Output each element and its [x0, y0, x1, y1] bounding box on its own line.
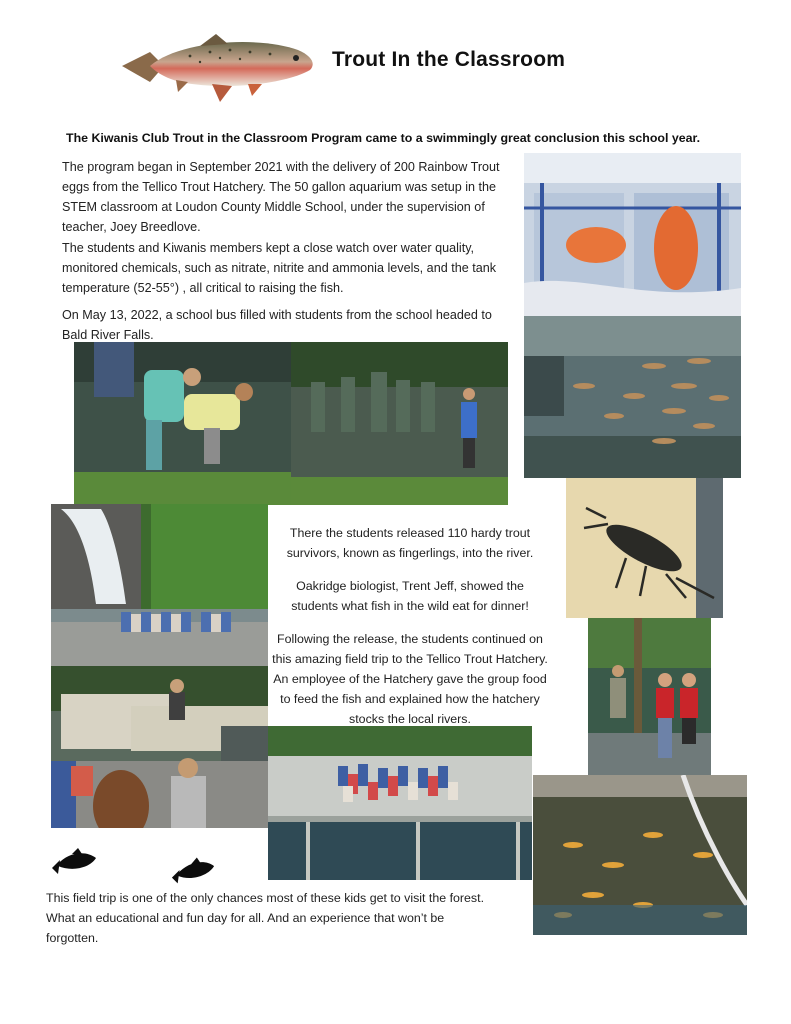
page-title: Trout In the Classroom: [332, 48, 566, 71]
fingerlings-tank-photo: [524, 316, 741, 478]
waterfall-group-photo: [51, 504, 268, 666]
stonefly-insect-photo: [566, 478, 723, 618]
hatchery-group-photo: [268, 726, 532, 880]
raceway-trout-photo: [533, 775, 747, 935]
group-in-river-photo: [291, 342, 508, 505]
hatchery-truck-photo: [51, 666, 268, 828]
field-trip-paragraph: On May 13, 2022, a school bus filled with students from the school headed to Bald River Falls.: [62, 308, 492, 342]
biologist-paragraph: Oakridge biologist, Trent Jeff, showed the students what fish in the wild eat for dinner!: [291, 579, 529, 613]
closing-paragraph: This field trip is one of the only chances most of these kids get to visit the forest. What an educational and fun day for all. And an experience that won’t be forgotten.: [46, 891, 485, 945]
trout-illustration: [120, 26, 320, 108]
fish-silhouette-icon: [50, 846, 98, 876]
release-text-block: [272, 523, 548, 742]
fish-silhouette-icon: [170, 854, 216, 884]
trout-eggs-photo: [524, 153, 741, 316]
release-paragraph: There the students released 110 hardy trout survivors, known as fingerlings, into the river.: [286, 526, 534, 560]
intro-paragraph: The program began in September 2021 with the delivery of 200 Rainbow Trout eggs from the Tellico Trout Hatchery. The 50 gallon aquarium was setup in the STEM classroom at Loudon County Middle School, under the supervision of teacher, Joey Breedlove.: [62, 160, 500, 234]
monitoring-paragraph: The students and Kiwanis members kept a close watch over water quality, monitored chemicals, such as nitrate, nitrite and ammonia levels, and the tank temperature (52-55°) , all critical to raising the fish.: [62, 241, 497, 295]
hatchery-paragraph: Following the release, the students continued on this amazing field trip to the Tellico Trout Hatchery. An employee of the Hatchery gave the group food to feed the fish and explained how the hatchery stocks the local rivers.: [272, 632, 548, 726]
students-stream-photo: [74, 342, 291, 505]
biologist-river-photo: [588, 618, 711, 775]
page-subtitle: The Kiwanis Club Trout in the Classroom Program came to a swimmingly great conclusion this school year.: [66, 131, 701, 145]
